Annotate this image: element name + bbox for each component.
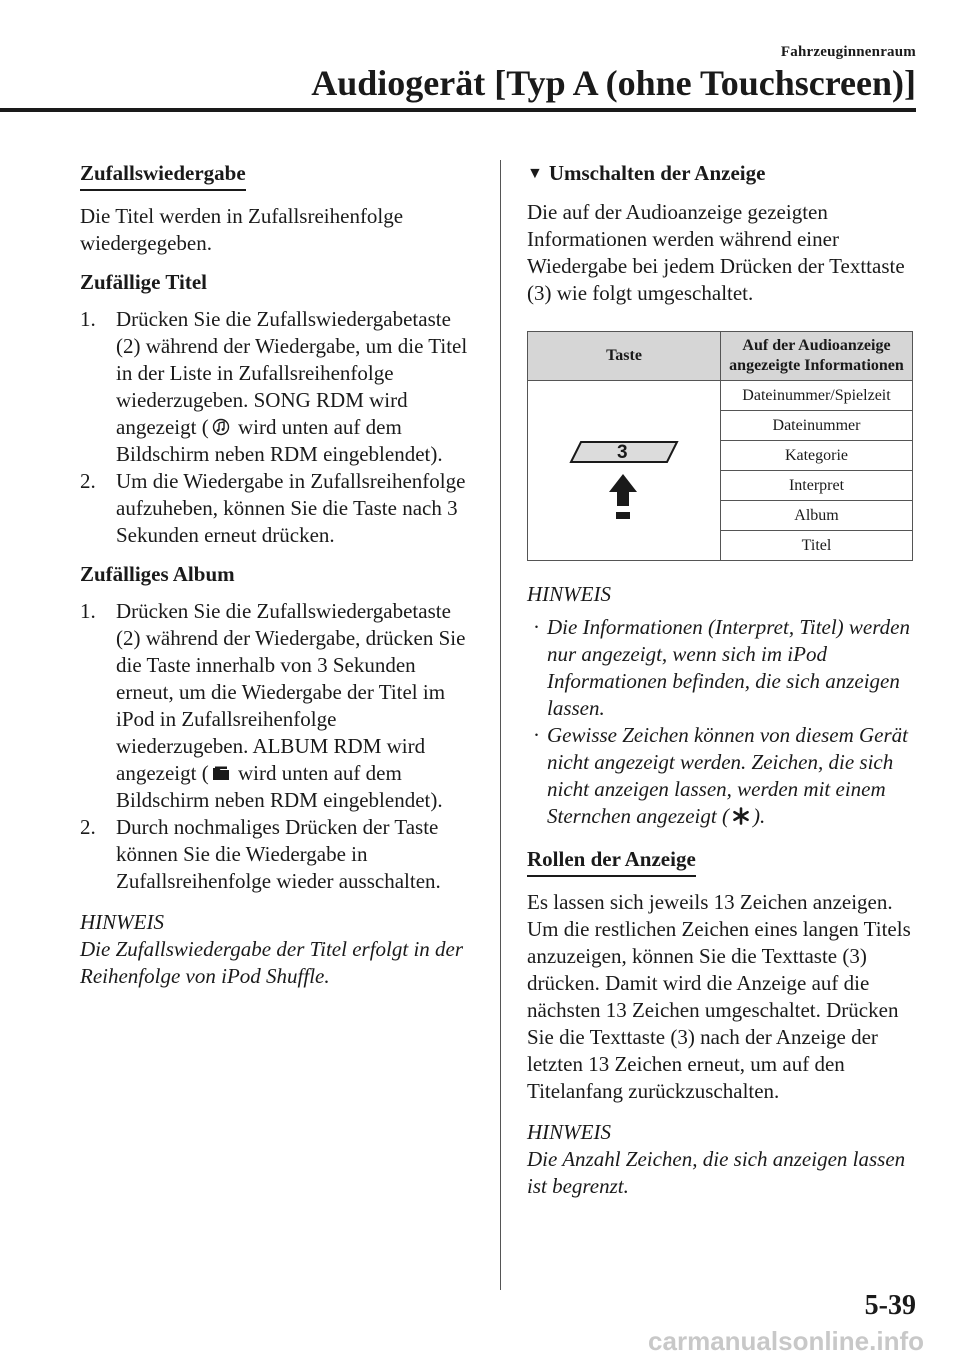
note-text: Die Anzahl Zeichen, die sich anzeigen lassen ist begrenzt. [527,1147,906,1198]
note-heading: HINWEIS [527,1120,611,1144]
bullet-text-post: ). [752,804,766,828]
intro-paragraph: Die Titel werden in Zufallsreihenfolge wiedergegeben. [80,204,404,255]
step-text-pre: Drücken Sie die Zufallswiedergabetaste (2) während der Wiedergabe, drücken Sie die Taste innerhalb von 3 Sekunden erneut, um die Wiedergabe der Titel im iPod in Zufallsreihenfolge wiederzugeben. ALBUM RDM wird angezeigt ( [116,599,466,785]
step-text-post: wird unten auf dem Bildschirm neben RDM eingeblendet). [116,761,443,812]
bullet-icon: · [533,723,540,747]
note-heading: HINWEIS [527,582,611,606]
folder-icon [212,764,230,782]
step-text: Um die Wiedergabe in Zufallsreihenfolge aufzuheben, können Sie die Taste nach 3 Sekunden erneut drücken. [116,469,466,547]
subheading-zufaelliges-album: Zufälliges Album [80,562,235,586]
note-text: Die Zufallswiedergabe der Titel erfolgt in der Reihenfolge von iPod Shuffle. [80,937,464,988]
steps-list-titel [80,306,472,549]
step-number: 2. [80,469,96,493]
table-row [528,381,913,411]
bullet-text: Gewisse Zeichen können von diesem Gerät nicht angezeigt werden. Zeichen, die sich nicht anzeigen lassen, werden mit einem Sternchen angezeigt ( [547,723,908,828]
list-item [527,722,919,830]
left-column [80,160,472,990]
list-item [80,598,472,814]
table-cell: Dateinummer [721,411,913,441]
step-text-post: wird unten auf dem Bildschirm neben RDM eingeblendet). [116,415,443,466]
list-item [527,614,919,722]
steps-list-album [80,598,472,895]
info-table [527,331,913,561]
right-column [527,160,919,1200]
table-cell: Interpret [721,471,913,501]
note-heading: HINWEIS [80,910,164,934]
column-divider [500,160,501,1290]
step-number: 2. [80,815,96,839]
step-text-pre: Drücken Sie die Zufallswiedergabetaste (2) während der Wiedergabe, um die Titel in der Liste in Zufallsreihenfolge wiederzugeben. SONG RDM wird angezeigt ( [116,307,468,439]
watermark: carmanualsonline.info [648,1326,924,1356]
table-cell: Kategorie [721,441,913,471]
triangle-marker-icon: ▼ [527,165,543,182]
text-button-3-icon [559,406,689,536]
bullet-icon: · [533,615,540,639]
header-rule [0,108,916,112]
table-cell: Titel [721,531,913,561]
page-title: Audiogerät [Typ A (ohne Touchscreen)] [311,63,916,103]
table-cell: Dateinummer/Spielzeit [721,381,913,411]
page-number: 5-39 [864,1290,916,1321]
heading-umschalten [527,160,919,187]
intro-paragraph: Die auf der Audioanzeige gezeigten Informationen werden während einer Wiedergabe bei jedem Drücken der Texttaste (3) wie folgt umgeschaltet. [527,200,905,305]
table-cell: Album [721,501,913,531]
key-illustration-cell [528,381,721,561]
list-item [80,468,472,549]
section-label: Fahrzeuginnenraum [780,44,916,60]
heading-zufallswiedergabe: Zufallswiedergabe [80,160,246,191]
subheading-zufaellige-titel: Zufällige Titel [80,270,207,294]
song-random-icon [212,418,230,436]
body-paragraph: Es lassen sich jeweils 13 Zeichen anzeigen. Um die restlichen Zeichen eines langen Titels anzuzeigen, können Sie die Texttaste (3) drücken. Damit wird die Anzeige auf die nächsten 13 Zeichen umgeschaltet. Drücken Sie die Texttaste (3) nach der Anzeige der letzten 13 Zeichen erneut, um auf den Titelanfang zurückzuschalten. [527,890,911,1103]
heading-text: Umschalten der Anzeige [548,161,766,185]
list-item [80,306,472,468]
page-header [0,0,960,110]
step-number: 1. [80,599,96,623]
table-header-row [528,332,913,381]
asterisk-icon [732,807,750,825]
list-item [80,814,472,895]
note-bullets [527,614,919,830]
table-header-taste: Taste [528,332,721,381]
key-label: 3 [617,441,628,463]
table-header-info: Auf der Audioanzeige angezeigte Informationen [721,332,913,381]
heading-rollen: Rollen der Anzeige [527,846,696,877]
step-text: Durch nochmaliges Drücken der Taste können Sie die Wiedergabe in Zufallsreihenfolge wieder ausschalten. [116,815,441,893]
step-number: 1. [80,307,96,331]
bullet-text: Die Informationen (Interpret, Titel) werden nur angezeigt, wenn sich im iPod Informationen befinden, die sich anzeigen lassen. [547,615,910,720]
